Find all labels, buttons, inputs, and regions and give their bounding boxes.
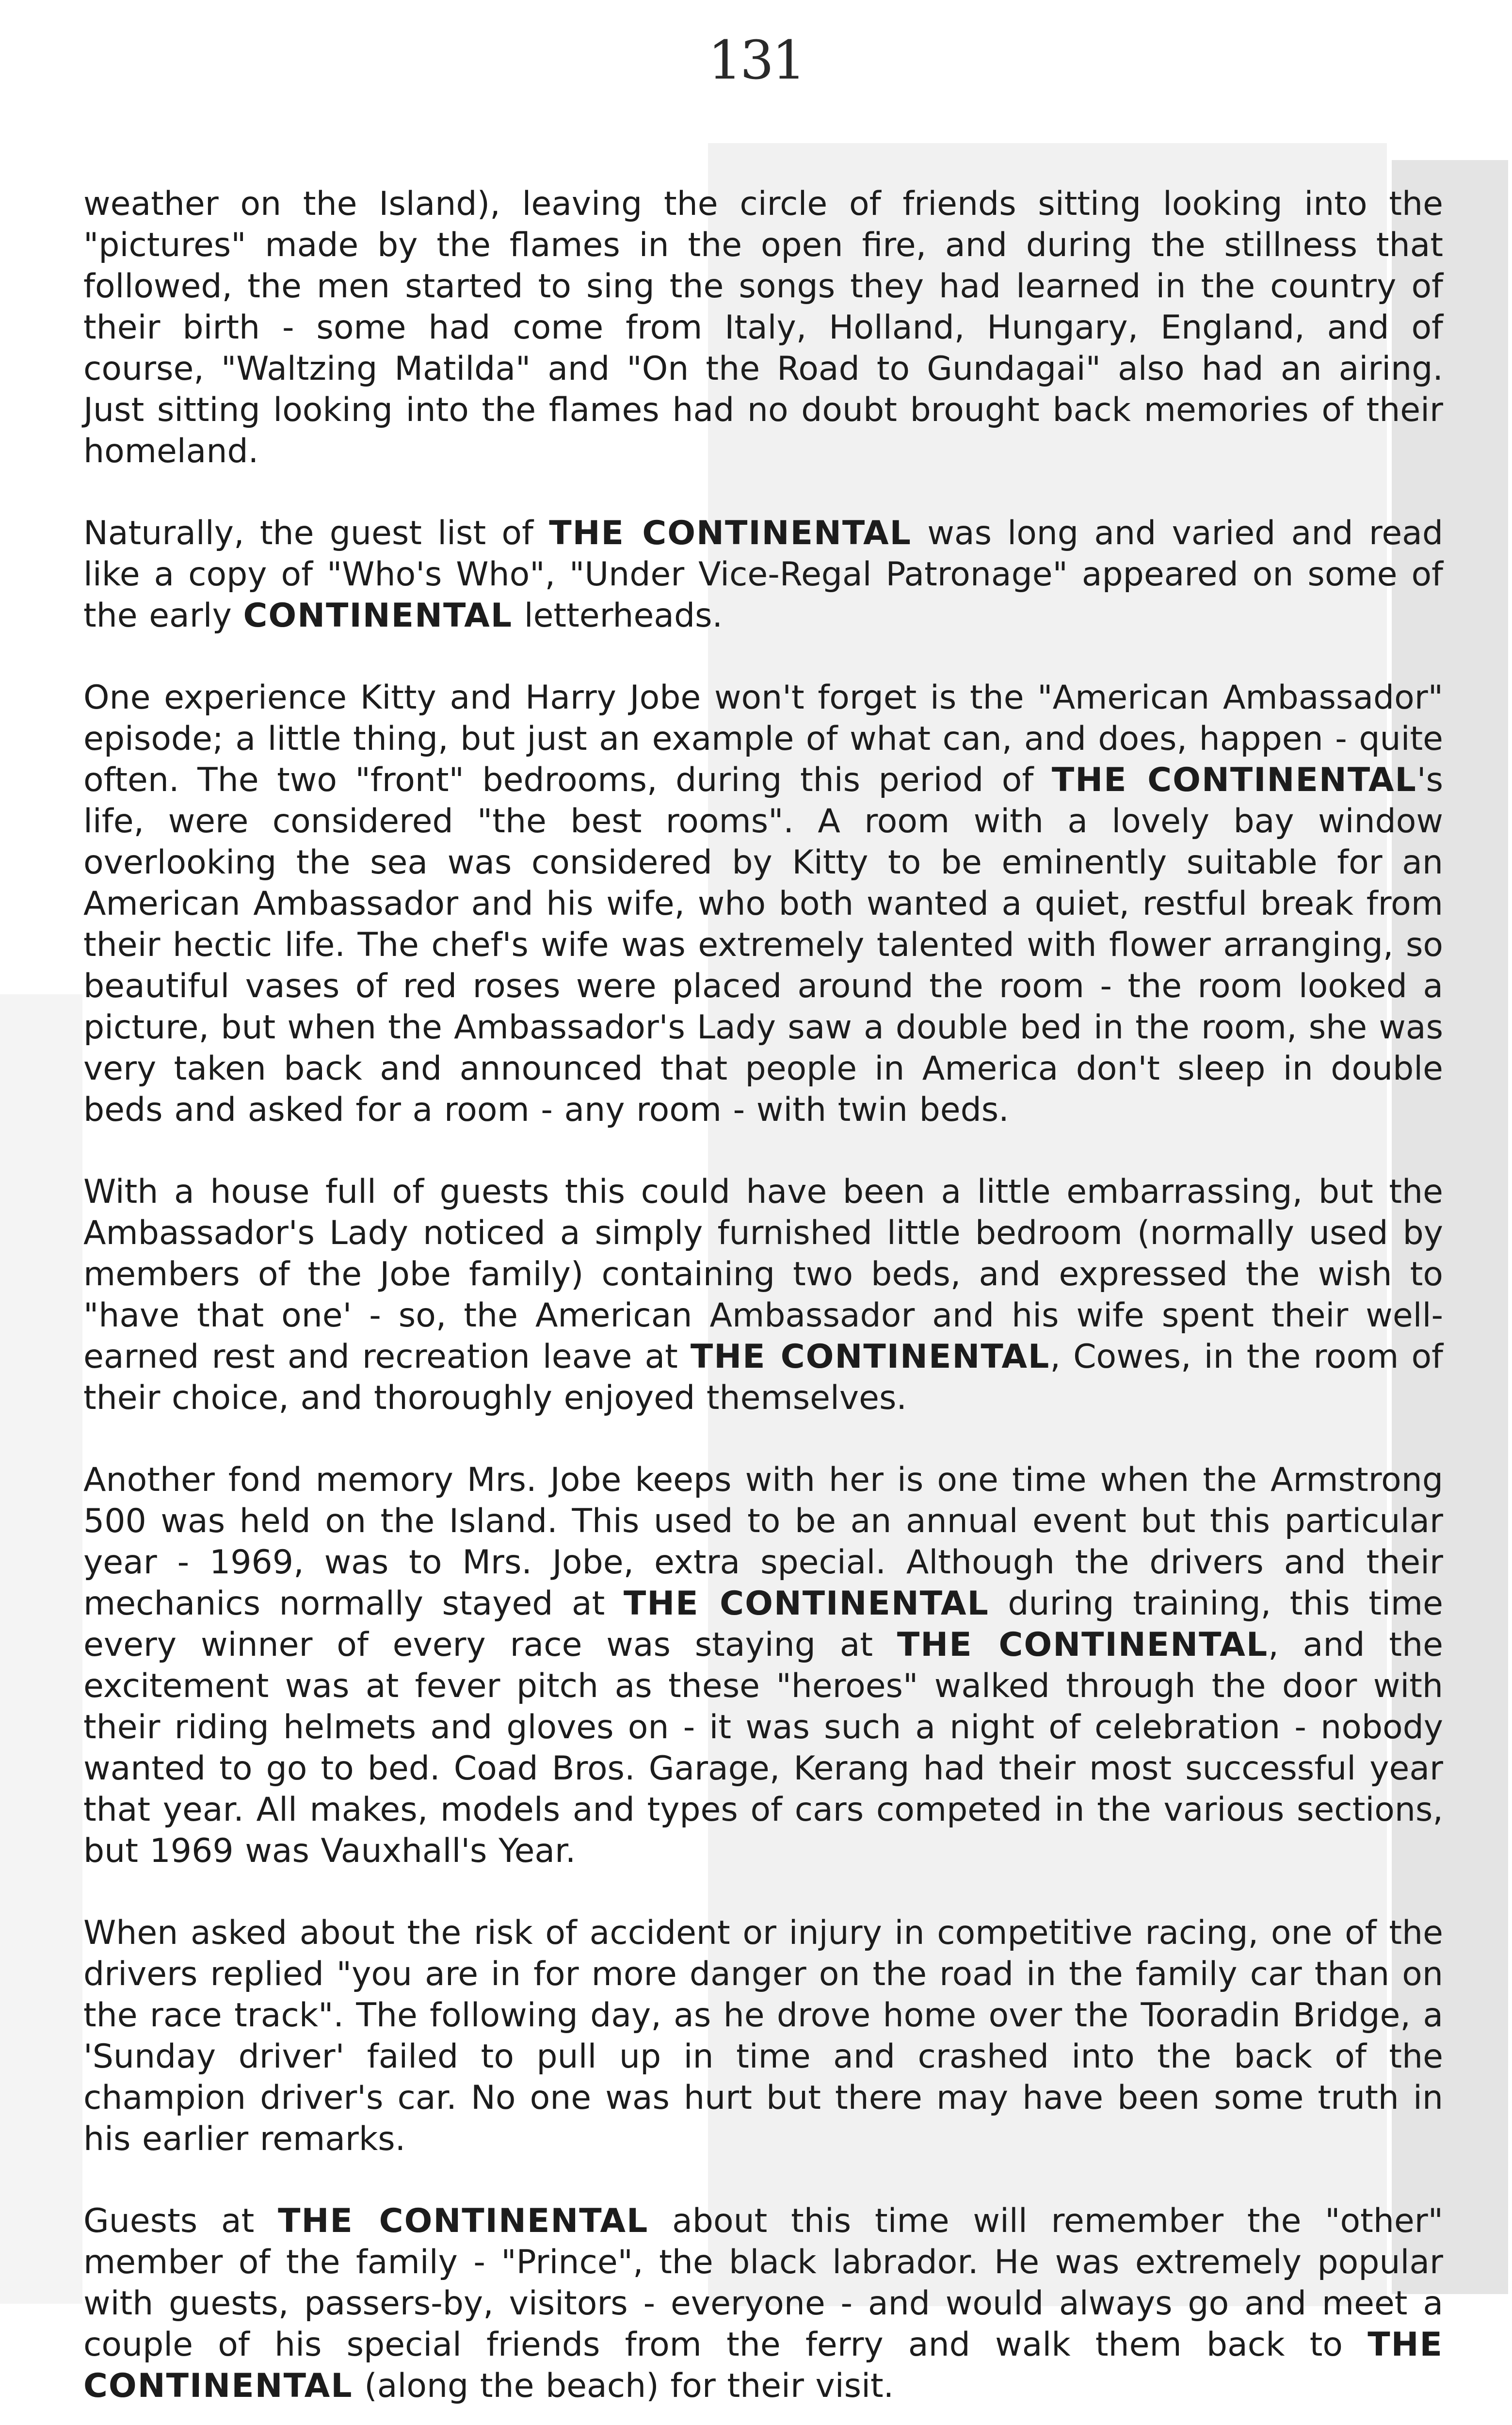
paragraph-twin-beds <box>83 1171 1443 1419</box>
hotel-name: THE CONTINENTAL <box>690 1338 1050 1376</box>
bleed-through-left-strip <box>0 994 82 2304</box>
hotel-name: THE CONTINENTAL <box>549 514 912 552</box>
paragraph-text: Another fond memory Mrs. Jobe keeps with her is one time when the Armstrong 500 was held on the Island. This used to be an annual event but this particular year - 1969, was to Mrs. Jobe, extra special. Although the drivers and their mechanics normally stayed at <box>83 1461 1443 1623</box>
paragraph-text: was long and varied and read like a copy of "Who's Who", "Under Vice-Regal Patronage" appeared on some of the early <box>83 514 1444 635</box>
body-text <box>83 183 1443 2425</box>
paragraph-text: about this time will remember the "other" member of the family - "Prince", the black labrador. He was extremely popular with guests, passers-by, visitors - everyone - and would always go and meet a couple of his special friends from the ferry and walk them back to <box>83 2202 1443 2364</box>
paragraph-text: during training, this time every winner of every race was staying at <box>83 1584 1444 1664</box>
paragraph-text: Naturally, the guest list of <box>83 514 549 552</box>
hotel-name: THE CONTINENTAL <box>278 2202 649 2240</box>
paragraph-armstrong-500 <box>83 1459 1443 1872</box>
paragraph-guest-list <box>83 513 1443 636</box>
paragraph-text: , and the excitement was at fever pitch as these "heroes" walked through the door with their riding helmets and gloves on - it was such a night of celebration - nobody wanted to go to bed. Coad Bros. Garage, Kerang had their most successful year that year. All makes, models and types of cars competed in the various sections, but 1969 was Vauxhall's Year. <box>83 1626 1443 1870</box>
hotel-name: THE CONTINENTAL <box>83 2326 1443 2405</box>
paragraph-prince-labrador <box>83 2200 1443 2407</box>
hotel-name: CONTINENTAL <box>243 597 513 635</box>
paragraph-text: weather on the Island), leaving the circle of friends sitting looking into the "pictures" made by the flames in the open fire, and during the stillness that followed, the men started to sing the songs they had learned in the country of their birth - some had come from Italy, Holland, Hungary, England, and of course, "Waltzing Matilda" and "On the Road to Gundagai" also had an airing. Just sitting looking into the flames had no doubt brought back memories of their homeland. <box>83 185 1443 470</box>
paragraph-text: 's life, were considered "the best rooms". A room with a lovely bay window overlooking the sea was considered by Kitty to be eminently suitable for an American Ambassador and his wife, who both wanted a quiet, restful break from their hectic life. The chef's wife was extremely talented with flower arranging, so beautiful vases of red roses were placed around the room - the room looked a picture, but when the Ambassador's Lady saw a double bed in the room, she was very taken back and announced that people in America don't sleep in double beds and asked for a room - any room - with twin beds. <box>83 761 1444 1129</box>
hotel-name: THE CONTINENTAL <box>1051 761 1417 799</box>
paragraph-text: When asked about the risk of accident or injury in competitive racing, one of the drivers replied "you are in for more danger on the road in the family car than on the race track". The following day, as he drove home over the Tooradin Bridge, a 'Sunday driver' failed to pull up in time and crashed into the back of the champion driver's car. No one was hurt but there may have been some truth in his earlier remarks. <box>83 1914 1443 2158</box>
paragraph-text: (along the beach) for their visit. <box>353 2367 894 2405</box>
paragraph-text: letterheads. <box>513 597 723 635</box>
paragraph-text: Guests at <box>83 2202 278 2240</box>
paragraph-ambassador-episode <box>83 677 1443 1131</box>
hotel-name: THE CONTINENTAL <box>897 1626 1269 1664</box>
hotel-name: THE CONTINENTAL <box>623 1584 989 1623</box>
paragraph-racing-risk <box>83 1912 1443 2160</box>
paragraph-text: With a house full of guests this could have been a little embarrassing, but the Ambassador's Lady noticed a simply furnished little bedroom (normally used by members of the Jobe family) containing two beds, and expressed the wish to "have that one' - so, the American Ambassador and his wife spent their well-earned rest and recreation leave at <box>83 1173 1443 1376</box>
paragraph-campfire-songs <box>83 183 1443 472</box>
paragraph-text: One experience Kitty and Harry Jobe won't forget is the "American Ambassador" episode; a little thing, but just an example of what can, and does, happen - quite often. The two "front" bedrooms, during this period of <box>83 679 1443 799</box>
page-number: 131 <box>708 29 804 91</box>
paragraph-text: , Cowes, in the room of their choice, and thoroughly enjoyed themselves. <box>83 1338 1443 1417</box>
